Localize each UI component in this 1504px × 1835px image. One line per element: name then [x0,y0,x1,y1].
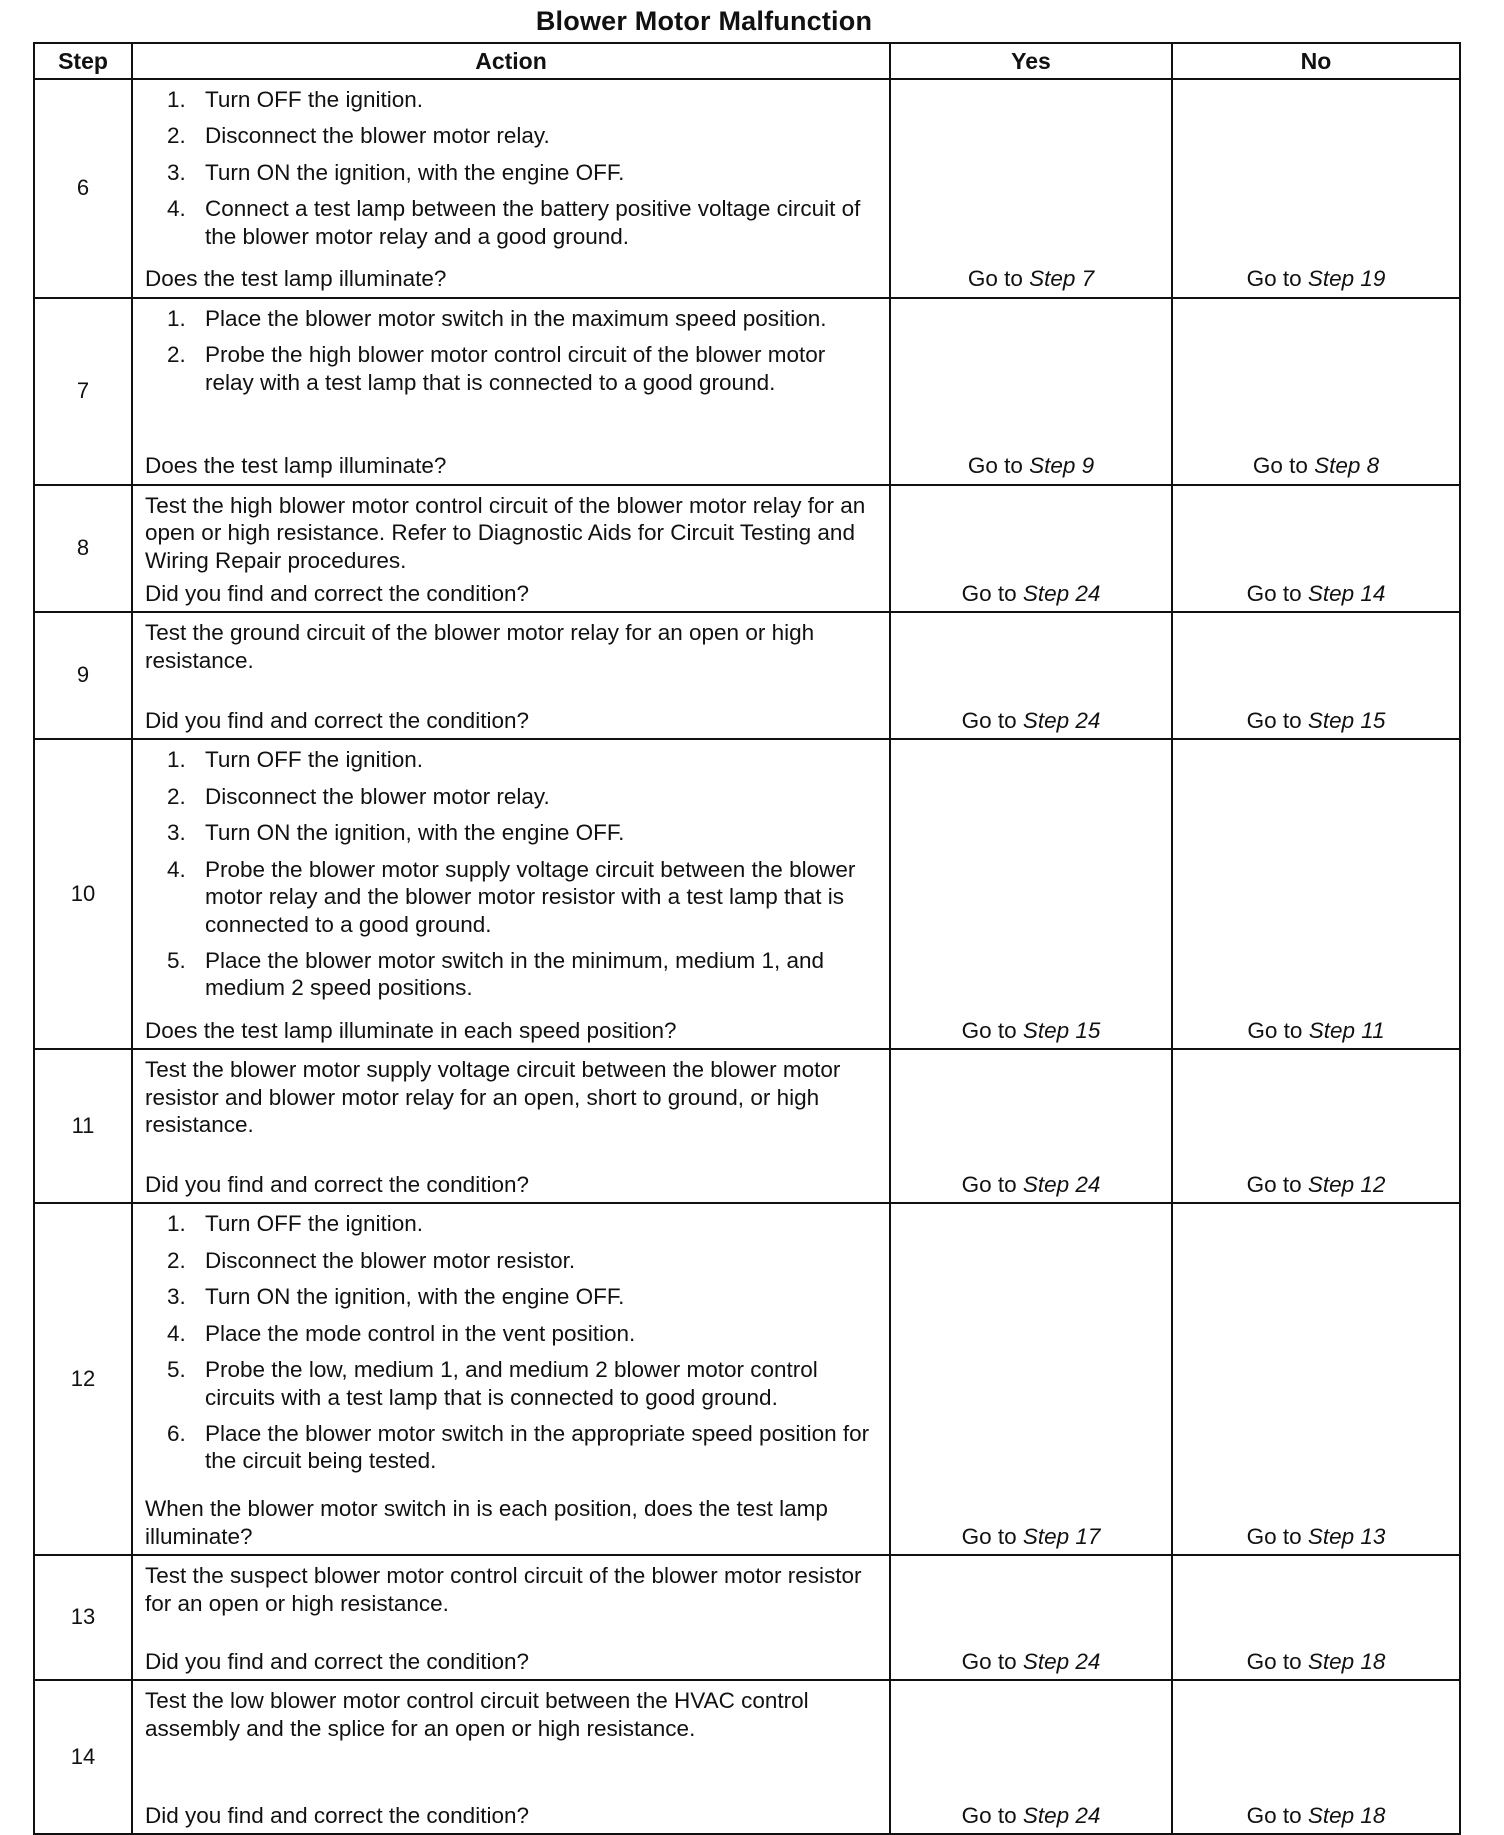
action-step-item [167,783,877,810]
no-result [1172,1049,1460,1203]
action-step-number: 2. [167,1247,186,1273]
goto-no-link: Go to Step 8 [1252,453,1380,479]
action-step-item [167,856,877,938]
goto-no-link: Go to Step 14 [1246,580,1386,606]
action-step-number: 1. [167,1211,186,1237]
goto-no-link: Go to Step 12 [1246,1171,1386,1197]
table-row [34,298,1460,485]
action-steps-list [145,305,877,396]
goto-target: Step 14 [1307,580,1386,606]
goto-target: Step 19 [1307,266,1386,292]
action-step-text: Turn OFF the ignition. [205,747,424,773]
action-step-text: Turn ON the ignition, with the engine OFF. [205,820,625,846]
action-step-text: Disconnect the blower motor relay. [205,783,550,809]
goto-target: Step 15 [1022,1017,1101,1043]
goto-yes-link: Go to Step 9 [967,453,1095,479]
no-result [1172,1203,1460,1555]
diagnostic-table [33,42,1461,1835]
action-step-text: Disconnect the blower motor relay. [205,123,550,149]
goto-target: Step 24 [1022,1171,1101,1197]
action-question: Does the test lamp illuminate in each speed position? [145,1017,677,1043]
goto-target: Step 17 [1022,1523,1101,1549]
action-step-item [167,1283,877,1310]
action-cell [132,1555,890,1680]
yes-result [890,1680,1172,1834]
action-step-item [167,819,877,846]
goto-yes-link: Go to Step 24 [961,707,1101,733]
action-step-text: Probe the low, medium 1, and medium 2 blower motor control circuits with a test lamp that is connected to good ground. [205,1357,818,1410]
yes-result [890,739,1172,1049]
step-number: 6 [34,79,132,298]
action-step-item [167,122,877,149]
action-step-number: 2. [167,123,186,149]
no-result [1172,1555,1460,1680]
action-question: Did you find and correct the condition? [145,1171,529,1197]
action-step-text: Connect a test lamp between the battery positive voltage circuit of the blower motor relay and a good ground. [205,196,861,249]
step-number: 11 [34,1049,132,1203]
action-step-item [167,1356,877,1411]
no-result [1172,1680,1460,1834]
action-description: Test the blower motor supply voltage circuit between the blower motor resistor and blower motor relay for an open, short to ground, or high resistance. [145,1057,841,1138]
action-description: Test the low blower motor control circuit between the HVAC control assembly and the splice for an open or high resistance. [145,1688,809,1741]
step-number: 12 [34,1203,132,1555]
action-step-number: 4. [167,856,186,882]
goto-no-link: Go to Step 11 [1247,1017,1385,1043]
action-step-number: 3. [167,159,186,185]
action-step-number: 1. [167,87,186,112]
header-action: Action [132,43,890,79]
action-step-text: Probe the blower motor supply voltage circuit between the blower motor relay and the blower motor resistor with a test lamp that is connected to a good ground. [205,856,856,937]
goto-yes-link: Go to Step 24 [961,1802,1101,1828]
action-cell [132,1049,890,1203]
goto-target: Step 18 [1307,1648,1386,1674]
action-step-item [167,1247,877,1274]
no-result [1172,79,1460,298]
action-question: Did you find and correct the condition? [145,1802,529,1828]
action-step-number: 3. [167,820,186,846]
action-step-text: Place the blower motor switch in the maximum speed position. [205,305,827,331]
header-row [34,43,1460,79]
yes-result [890,1555,1172,1680]
action-description: Test the high blower motor control circuit of the blower motor relay for an open or high resistance. Refer to Diagnostic Aids for Circuit Testing and Wiring Repair procedures. [145,492,866,573]
goto-target: Step 24 [1022,1802,1101,1828]
action-step-number: 1. [167,305,186,331]
goto-target: Step 8 [1314,453,1380,479]
action-cell [132,1203,890,1555]
no-result [1172,739,1460,1049]
action-step-number: 6. [167,1420,186,1446]
action-step-text: Place the blower motor switch in the minimum, medium 1, and medium 2 speed positions. [205,948,825,1001]
action-question: Did you find and correct the condition? [145,580,529,606]
action-cell [132,79,890,298]
table-row [34,1049,1460,1203]
header-no: No [1172,43,1460,79]
action-step-text: Probe the high blower motor control circuit of the blower motor relay with a test lamp that is connected to a good ground. [205,342,826,395]
goto-yes-link: Go to Step 7 [967,266,1095,292]
action-step-item [167,195,877,250]
step-number: 10 [34,739,132,1049]
step-number: 7 [34,298,132,485]
yes-result [890,1049,1172,1203]
action-step-item [167,1320,877,1347]
action-question: Does the test lamp illuminate? [145,266,447,292]
goto-target: Step 9 [1029,453,1095,479]
action-step-number: 2. [167,342,186,368]
action-step-text: Turn OFF the ignition. [205,1211,424,1237]
goto-no-link: Go to Step 18 [1246,1648,1386,1674]
action-step-text: Place the blower motor switch in the appropriate speed position for the circuit being tested. [205,1420,870,1474]
action-question: Did you find and correct the condition? [145,1648,529,1674]
action-step-item [167,86,877,113]
goto-no-link: Go to Step 18 [1246,1802,1386,1828]
action-question: When the blower motor switch in is each position, does the test lamp illuminate? [145,1496,828,1549]
goto-yes-link: Go to Step 24 [961,580,1101,606]
goto-target: Step 24 [1022,1648,1101,1674]
action-steps-list [145,746,877,1002]
goto-target: Step 24 [1022,580,1101,606]
table-body [34,79,1460,1834]
goto-target: Step 13 [1307,1523,1386,1549]
action-step-text: Disconnect the blower motor resistor. [205,1247,576,1273]
yes-result [890,1203,1172,1555]
action-step-number: 4. [167,1320,186,1346]
goto-target: Step 11 [1308,1017,1385,1043]
table-row [34,1680,1460,1834]
action-cell [132,612,890,739]
action-cell [132,298,890,485]
action-step-item [167,305,877,332]
goto-no-link: Go to Step 15 [1246,707,1386,733]
goto-target: Step 18 [1307,1802,1386,1828]
goto-target: Step 7 [1029,266,1095,292]
header-yes: Yes [890,43,1172,79]
action-step-text: Turn ON the ignition, with the engine OFF. [205,1284,625,1310]
no-result [1172,612,1460,739]
action-step-number: 5. [167,948,186,973]
table-row [34,79,1460,298]
action-step-text: Turn ON the ignition, with the engine OFF. [205,159,625,185]
action-cell [132,739,890,1049]
step-number: 14 [34,1680,132,1834]
action-step-item [167,341,877,396]
goto-no-link: Go to Step 19 [1246,266,1386,292]
action-step-number: 5. [167,1357,186,1383]
table-row [34,612,1460,739]
table-row [34,739,1460,1049]
action-step-number: 2. [167,783,186,809]
yes-result [890,612,1172,739]
action-step-item [167,1420,877,1475]
action-cell [132,485,890,613]
action-step-item [167,159,877,186]
goto-yes-link: Go to Step 17 [961,1523,1101,1549]
table-row [34,1555,1460,1680]
yes-result [890,298,1172,485]
action-question: Did you find and correct the condition? [145,707,529,733]
action-step-item [167,746,877,773]
goto-no-link: Go to Step 13 [1246,1523,1386,1549]
table-row [34,1203,1460,1555]
action-step-text: Turn OFF the ignition. [205,87,424,112]
action-step-text: Place the mode control in the vent position. [205,1320,636,1346]
action-description: Test the ground circuit of the blower motor relay for an open or high resistance. [145,620,815,673]
action-step-number: 4. [167,196,186,222]
action-description: Test the suspect blower motor control circuit of the blower motor resistor for an open or high resistance. [145,1563,862,1616]
step-number: 13 [34,1555,132,1680]
table-row [34,485,1460,613]
document-title: Blower Motor Malfunction [535,6,873,36]
action-steps-list [145,1210,877,1475]
action-cell [132,1680,890,1834]
action-steps-list [145,86,877,250]
action-step-item [167,947,877,1002]
goto-target: Step 12 [1307,1171,1386,1197]
action-step-number: 3. [167,1284,186,1310]
no-result [1172,485,1460,613]
action-step-item [167,1210,877,1237]
no-result [1172,298,1460,485]
step-number: 8 [34,485,132,613]
goto-target: Step 15 [1307,707,1386,733]
action-question: Does the test lamp illuminate? [145,453,447,479]
goto-target: Step 24 [1022,707,1101,733]
goto-yes-link: Go to Step 24 [961,1171,1101,1197]
action-step-number: 1. [167,747,186,773]
goto-yes-link: Go to Step 15 [961,1017,1101,1043]
header-step: Step [34,43,132,79]
step-number: 9 [34,612,132,739]
yes-result [890,79,1172,298]
yes-result [890,485,1172,613]
goto-yes-link: Go to Step 24 [961,1648,1101,1674]
